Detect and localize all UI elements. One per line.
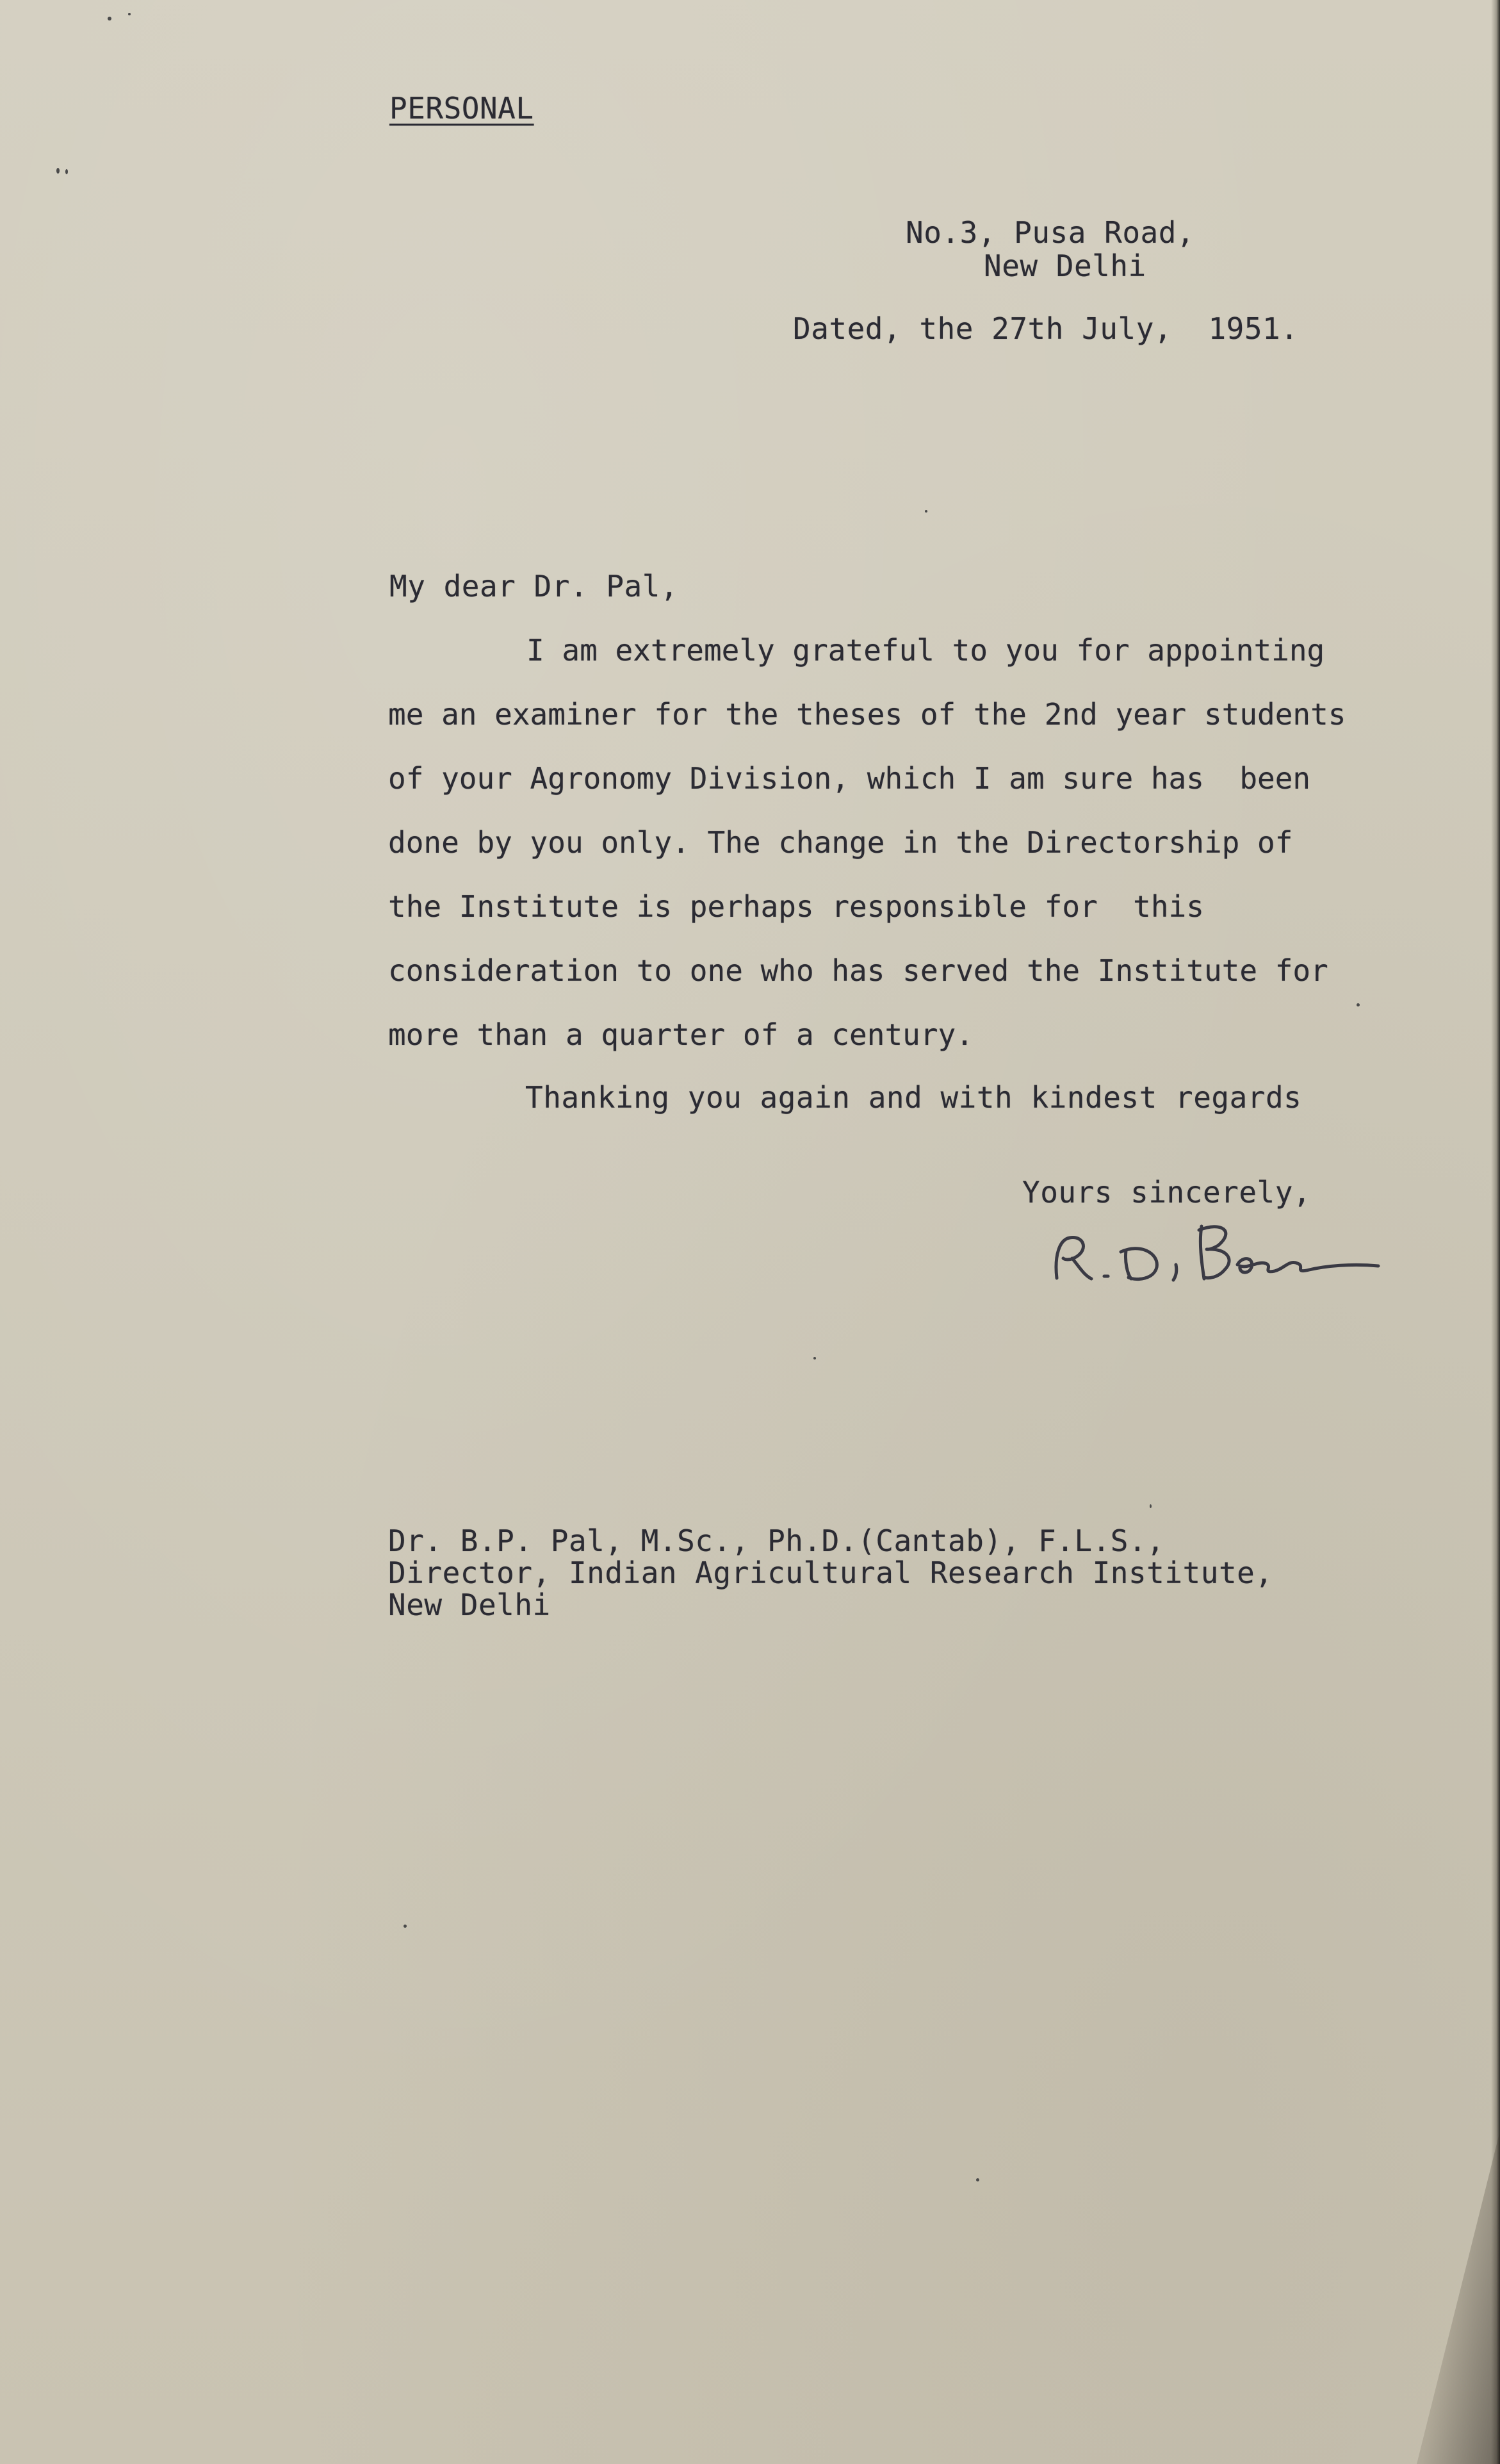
paper-speck bbox=[65, 169, 68, 174]
body-line: done by you only. The change in the Directorship of bbox=[388, 825, 1293, 860]
paper-speck bbox=[1357, 1003, 1360, 1006]
closing-line: Thanking you again and with kindest regards bbox=[525, 1080, 1302, 1115]
letter-date: Dated, the 27th July, 1951. bbox=[793, 311, 1299, 346]
paper-speck bbox=[925, 510, 927, 513]
body-line: me an examiner for the theses of the 2nd year students bbox=[388, 697, 1346, 732]
body-line: consideration to one who has served the Institute for bbox=[388, 953, 1328, 988]
paper-speck bbox=[813, 1357, 816, 1359]
paper-corner-curl bbox=[1417, 2131, 1500, 2464]
body-line: the Institute is perhaps responsible for this bbox=[388, 889, 1204, 924]
paper-speck bbox=[976, 2178, 979, 2181]
paper-speck bbox=[404, 1925, 407, 1928]
sender-address-line1: No.3, Pusa Road, bbox=[906, 215, 1195, 250]
valediction: Yours sincerely, bbox=[1022, 1175, 1312, 1210]
paper-speck bbox=[108, 17, 111, 21]
addressee-line3: New Delhi bbox=[388, 1588, 551, 1622]
personal-marking: PERSONAL bbox=[389, 91, 534, 126]
paper-edge-shadow bbox=[1491, 0, 1500, 2464]
salutation: My dear Dr. Pal, bbox=[389, 569, 679, 604]
paper-speck bbox=[56, 168, 60, 174]
handwritten-signature bbox=[1050, 1217, 1396, 1294]
sender-address-line2: New Delhi bbox=[984, 249, 1146, 283]
addressee-line1: Dr. B.P. Pal, M.Sc., Ph.D.(Cantab), F.L.S., bbox=[388, 1524, 1165, 1558]
paper-speck bbox=[128, 13, 131, 15]
body-line: I am extremely grateful to you for appointing bbox=[526, 633, 1325, 668]
body-line: more than a quarter of a century. bbox=[388, 1017, 974, 1052]
body-line: of your Agronomy Division, which I am sure has been bbox=[388, 761, 1311, 796]
paper-speck bbox=[1150, 1504, 1152, 1508]
addressee-line2: Director, Indian Agricultural Research Institute, bbox=[388, 1556, 1273, 1590]
